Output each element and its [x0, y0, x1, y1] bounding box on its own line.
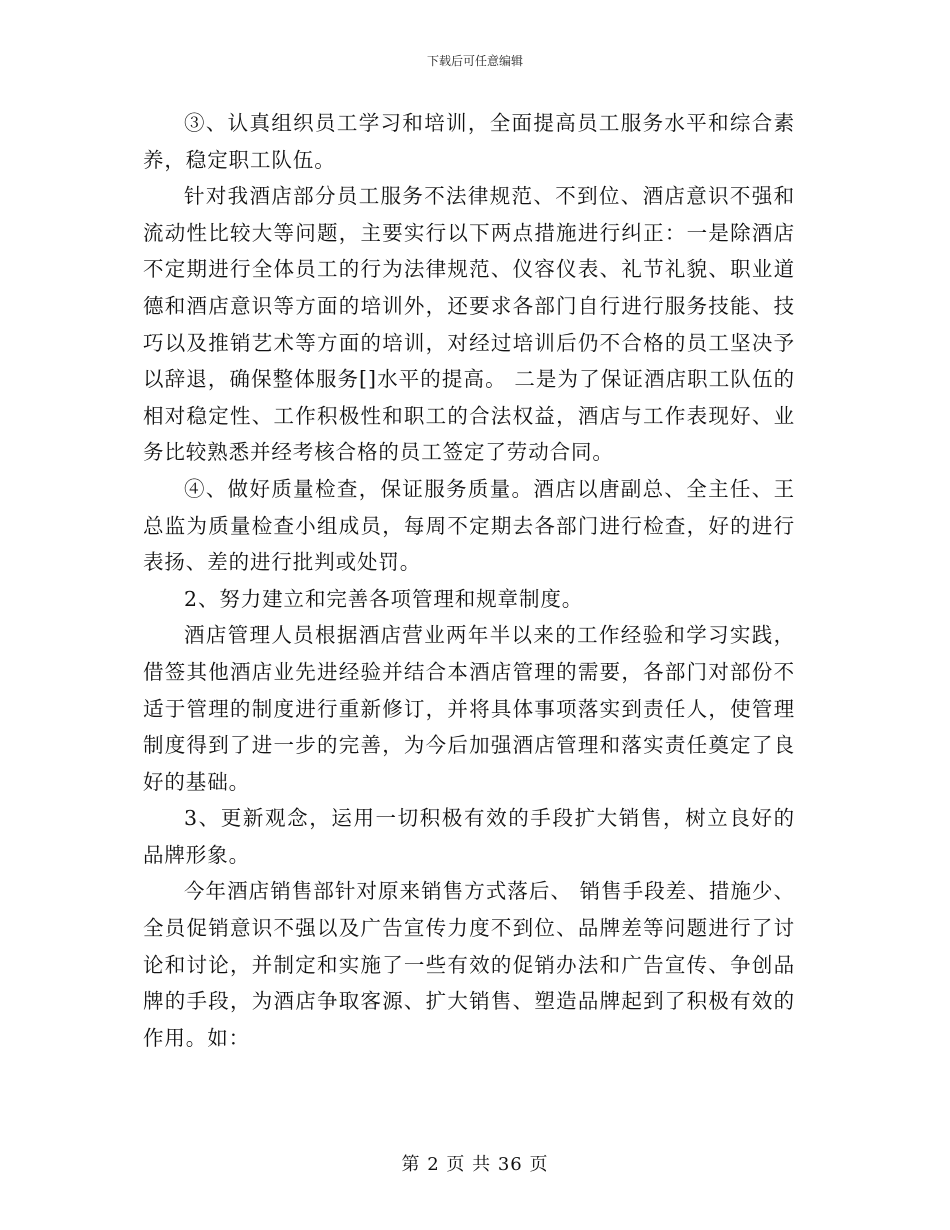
page-header: 下载后可任意编辑	[426, 54, 523, 68]
paragraph-quality-check: ④、做好质量检查，保证服务质量。酒店以唐副总、全主任、王总监为质量检查小组成员，每周不定期去各部门进行检查，好的进行表扬、差的进行批判或处罚。	[143, 476, 795, 575]
paragraph-management-rules: 酒店管理人员根据酒店营业两年半以来的工作经验和学习实践，借签其他酒店业先进经验并结合本酒店管理的需要，各部门对部份不适于管理的制度进行重新修订，并将具体事项落实到责任人，使管理制度得到了进一步的完善，为今后加强酒店管理和落实责任奠定了良好的基础。	[143, 623, 795, 794]
paragraph-training-measures: 针对我酒店部分员工服务不法律规范、不到位、酒店意识不强和流动性比较大等问题，主要实行以下两点措施进行纠正：一是除酒店不定期进行全体员工的行为法律规范、仪容仪表、礼节礼貌、职业道德和酒店意识等方面的培训外，还要求各部门自行进行服务技能、技巧以及推销艺术等方面的培训，对经过培训后仍不合格的员工坚决予以辞退，确保整体服务[]水平的提高。 二是为了保证酒店职工队伍的相对稳定性、工作积极性和职工的合法权益，酒店与工作表现好、业务比较熟悉并经考核合格的员工签定了劳动合同。	[143, 184, 795, 465]
page-number-footer: 第 2 页 共 36 页	[401, 1154, 549, 1175]
paragraph-section-2-heading: 2、努力建立和完善各项管理和规章制度。	[184, 586, 584, 611]
paragraph-training: ③、认真组织员工学习和培训，全面提高员工服务水平和综合素养，稳定职工队伍。	[143, 111, 795, 172]
document-body	[143, 105, 795, 1056]
paragraph-sales: 今年酒店销售部针对原来销售方式落后、 销售手段差、措施少、全员促销意识不强以及广告宣传力度不到位、品牌差等问题进行了讨论和讨论，并制定和实施了一些有效的促销办法和广告宣传、争创品牌的手段，为酒店争取客源、扩大销售、塑造品牌起到了积极有效的作用。如：	[143, 879, 795, 1050]
paragraph-section-3-heading: 3、更新观念，运用一切积极有效的手段扩大销售，树立良好的品牌形象。	[143, 806, 795, 867]
